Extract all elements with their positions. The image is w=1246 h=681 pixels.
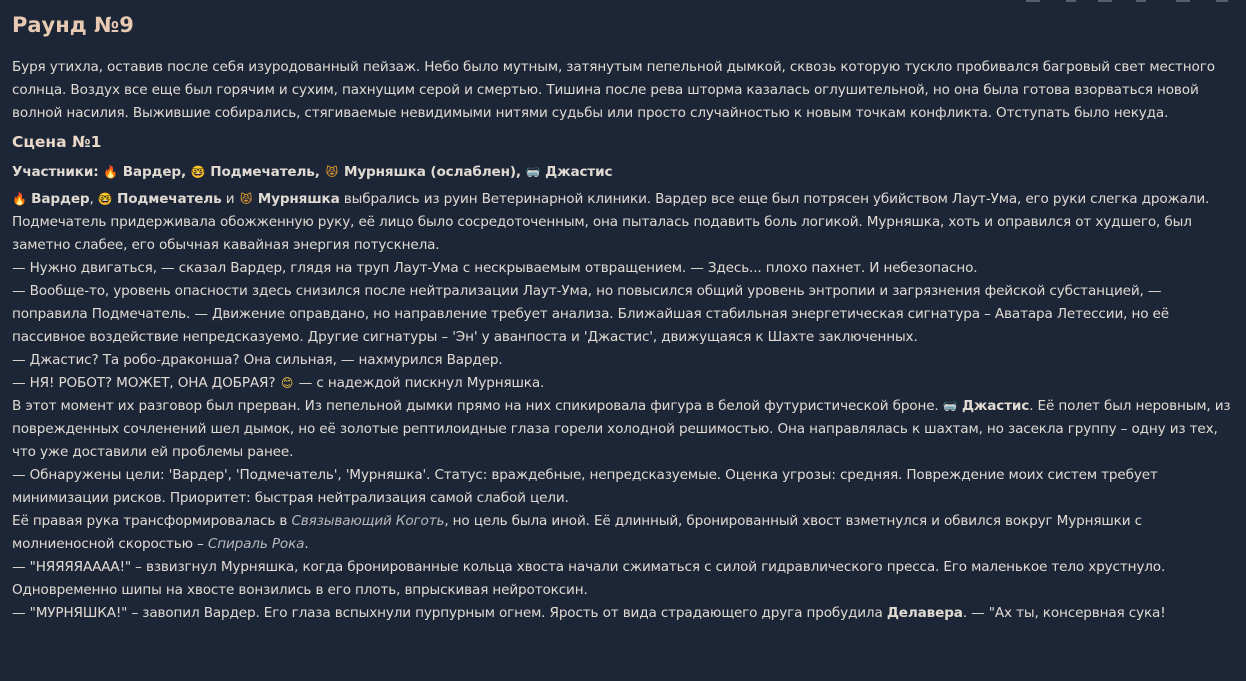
- nerd-face-icon: 🤓: [97, 192, 113, 206]
- story-content: [12, 10, 1234, 625]
- participants-label: Участники:: [12, 164, 99, 180]
- paragraph-text: , но цель была иной. Её длинный, бронированный хвост взметнулся и обвился вокруг Мурняшки с молниеносной скоростью –: [12, 513, 1142, 552]
- name-murnyashka: Мурняшка: [257, 191, 340, 207]
- intro-paragraph: Буря утихла, оставив после себя изуродованный пейзаж. Небо было мутным, затянутым пепельной дымкой, сквозь которую тускло пробивался багровый свет местного солнца. Воздух все еще был горячим и сухим, пахнущим серой и смертью. Тишина после рева шторма казалась оглушительной, но она была готова взорваться новой волной насилия. Выжившие собирались, стягиваемые невидимыми нитями судьбы или просто случайностью к новым точкам конфликта. Отступать было некуда.: [12, 59, 1215, 121]
- scene-title: Сцена №1: [12, 133, 102, 151]
- dialogue-line-4: [12, 372, 1234, 395]
- cat-face-icon: 😾: [325, 165, 339, 179]
- dialogue-text: . — "Ах ты, консервная сука!: [962, 605, 1166, 621]
- round-title: Раунд №9: [12, 13, 134, 37]
- ability-name: Связывающий Коготь: [291, 513, 445, 529]
- dialogue-line-1: — Нужно двигаться, — сказал Вардер, глядя на труп Лаут-Ума с нескрываемым отвращением. — Здесь... плохо пахнет. И небезопасно.: [12, 260, 978, 276]
- story-paragraph-1: [12, 188, 1234, 257]
- top-toolbar-remnant: [1026, 0, 1246, 3]
- dialogue-line-7: [12, 602, 1234, 625]
- participants-line: [12, 161, 1234, 184]
- dialogue-line-3: — Джастис? Та робо-драконша? Она сильная, — нахмурился Вардер.: [12, 352, 503, 368]
- paragraph-text: В этот момент их разговор был прерван. Из пепельной дымки прямо на них спикировала фигура в белой футуристической броне.: [12, 398, 943, 414]
- participant-justice: Джастис: [545, 164, 613, 180]
- separator: ,: [89, 191, 98, 207]
- story-paragraph-2: [12, 395, 1234, 464]
- participant-podmechatel: Подмечатель,: [210, 164, 320, 180]
- participant-murnyashka: Мурняшка (ослаблен),: [343, 164, 521, 180]
- dialogue-line-5: — Обнаружены цели: 'Вардер', 'Подмечатель', 'Мурняшка'. Статус: враждебные, непредсказуемые. Оценка угрозы: средняя. Повреждение моих систем требует минимизации рисков. Приоритет: быстрая нейтрализация самой слабой цели.: [12, 467, 1158, 506]
- fire-icon: 🔥: [12, 192, 27, 206]
- name-delaver: Делавера: [886, 605, 963, 621]
- nerd-face-icon: 🤓: [190, 165, 206, 179]
- paragraph-text: выбрались из руин Ветеринарной клиники. Вардер все еще был потрясен убийством Лаут-Ума, его руки слегка дрожали. Подмечатель придерживала обожженную руку, её лицо было сосредоточенным, она пыталась подавить боль логикой. Мурняшка, хоть и оправился от худшего, был заметно слабее, его обычная кавайная энергия потускнела.: [12, 191, 1210, 253]
- dialogue-line-6: — "НЯЯЯЯАААА!" – взвизгнул Мурняшка, когда бронированные кольца хвоста начали сжиматься с силой гидравлического пресса. Его маленькое тело хрустнуло. Одновременно шипы на хвосте вонзились в его плоть, впрыскивая нейротоксин.: [12, 559, 1166, 598]
- separator: и: [221, 191, 239, 207]
- story-paragraph-3: [12, 510, 1234, 556]
- dialogue-text: — НЯ! РОБОТ? МОЖЕТ, ОНА ДОБРАЯ?: [12, 375, 280, 391]
- smile-icon: 😊: [280, 376, 294, 390]
- ability-name: Спираль Рока: [207, 536, 305, 552]
- goggles-icon: 🥽: [525, 165, 541, 179]
- dialogue-line-2: — Вообще-то, уровень опасности здесь снизился после нейтрализации Лаут-Ума, но повысился общий уровень энтропии и загрязнения фейской субстанцией, — поправила Подмечатель. — Движение оправдано, но направление требует анализа. Ближайшая стабильная энергетическая сигнатура – Аватара Летессии, но её пассивное воздействие непредсказуемо. Другие сигнатуры – 'Эн' у аванпоста и 'Джастис', движущаяся к Шахте заключенных.: [12, 283, 1169, 345]
- dialogue-text: — с надеждой пискнул Мурняшка.: [294, 375, 545, 391]
- paragraph-text: . Её полет был неровным, из поврежденных сочленений шел дымок, но её золотые рептилоидные глаза горели холодной решимостью. Она направлялась к шахтам, но засекла группу – одну из тех, что уже доставили ей проблемы ранее.: [12, 398, 1231, 460]
- dialogue-text: — "МУРНЯШКА!" – завопил Вардер. Его глаза вспыхнули пурпурным огнем. Ярость от вида страдающего друга пробудила: [12, 605, 887, 621]
- paragraph-text: Её правая рука трансформировалась в: [12, 513, 292, 529]
- name-varder: Вардер: [31, 191, 90, 207]
- fire-icon: 🔥: [103, 165, 119, 179]
- participant-varder: Вардер,: [122, 164, 187, 180]
- goggles-icon: 🥽: [942, 399, 958, 413]
- name-justice: Джастис: [961, 398, 1030, 414]
- paragraph-text: .: [304, 536, 309, 552]
- name-podmechatel: Подмечатель: [116, 191, 222, 207]
- cat-face-icon: 😾: [239, 192, 253, 206]
